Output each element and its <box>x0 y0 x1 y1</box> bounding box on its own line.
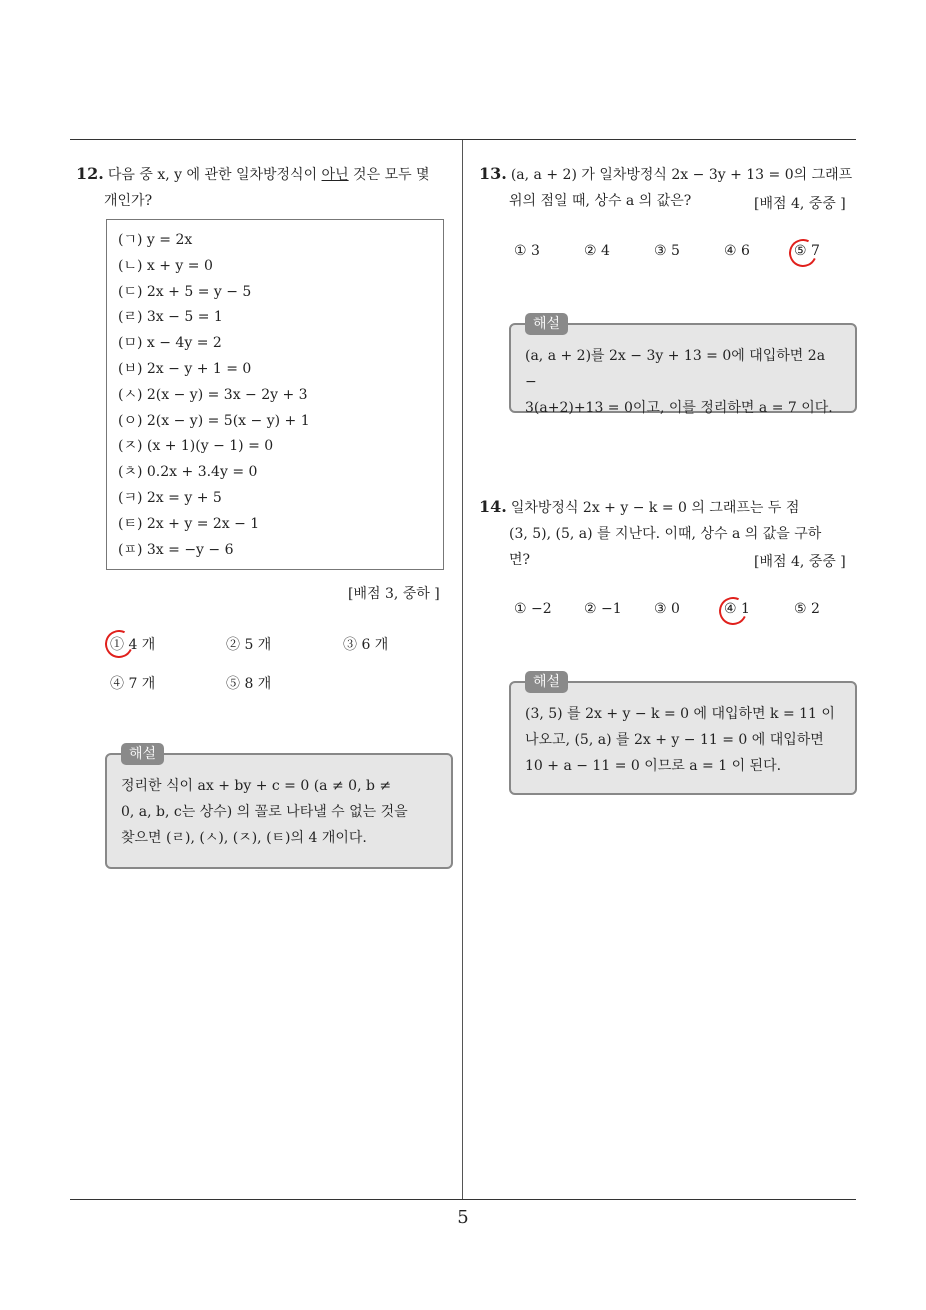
equation-item: (ㄹ) 3x − 5 = 1 <box>118 309 223 326</box>
choice-4[interactable]: ④ 6 <box>724 243 750 259</box>
choice-1[interactable]: ① 3 <box>514 243 540 259</box>
solution-line: 0, a, b, c는 상수) 의 꼴로 나타낼 수 없는 것을 <box>121 804 408 820</box>
column-divider <box>462 140 463 1200</box>
question-text: (a, a + 2) 가 일차방정식 2x − 3y + 13 = 0의 그래프 <box>510 167 853 183</box>
equation-item: (ㅈ) (x + 1)(y − 1) = 0 <box>118 438 274 455</box>
equation-item: (ㅅ) 2(x − y) = 3x − 2y + 3 <box>118 386 308 403</box>
solution-box <box>509 674 857 795</box>
equation-item: (ㅍ) 3x = −y − 6 <box>118 541 234 558</box>
choice-3[interactable]: ③ 5 <box>654 243 680 259</box>
choice-3[interactable]: ③ 6 개 <box>343 637 389 653</box>
solution-tag: 해설 <box>121 743 164 765</box>
underlined-word: 아닌 <box>321 167 349 183</box>
score-label: [배점 3, 중하 ] <box>348 586 440 602</box>
choice-5[interactable]: ⑤ 8 개 <box>226 676 272 692</box>
solution-line: (3, 5) 를 2x + y − k = 0 에 대입하면 k = 11 이 <box>525 706 835 722</box>
solution-line: (a, a + 2)를 2x − 3y + 13 = 0에 대입하면 2a − <box>525 348 826 390</box>
question-text: 위의 점일 때, 상수 a 의 값은? <box>509 193 692 209</box>
equation-item: (ㄴ) x + y = 0 <box>118 257 213 274</box>
solution-line: 나오고, (5, a) 를 2x + y − 11 = 0 에 대입하면 <box>525 732 824 748</box>
choice-2[interactable]: ② 5 개 <box>226 637 272 653</box>
solution-tag: 해설 <box>525 671 568 693</box>
question-text: 다음 중 x, y 에 관한 일차방정식이 <box>107 167 322 183</box>
solution-tag: 해설 <box>525 313 568 335</box>
choice-5[interactable]: ⑤ 2 <box>794 601 820 617</box>
choice-5[interactable]: ⑤ 7 <box>794 243 820 259</box>
solution-box <box>509 316 857 416</box>
choice-4[interactable]: ④ 1 <box>724 601 750 617</box>
equation-item: (ㅂ) 2x − y + 1 = 0 <box>118 360 252 377</box>
question-12 <box>76 161 456 214</box>
equation-item: (ㅊ) 0.2x + 3.4y = 0 <box>118 464 258 481</box>
choice-1[interactable]: ① 4 개 <box>110 637 156 653</box>
question-text: 개인가? <box>104 193 153 209</box>
solution-box <box>105 746 453 869</box>
question-text: 면? <box>509 552 531 568</box>
score-label: [배점 4, 중중 ] <box>754 554 846 570</box>
page-number: 5 <box>457 1207 469 1228</box>
solution-line: 3(a+2)+13 = 0이고, 이를 정리하면 a = 7 이다. <box>525 400 833 416</box>
equation-item: (ㅁ) x − 4y = 2 <box>118 335 222 352</box>
choice-2[interactable]: ② −1 <box>584 601 622 617</box>
question-text: 것은 모두 몇 <box>348 167 430 183</box>
top-rule <box>70 139 856 140</box>
equation-item: (ㅇ) 2(x − y) = 5(x − y) + 1 <box>118 412 310 429</box>
question-number: 13. <box>479 164 507 183</box>
score-label: [배점 4, 중중 ] <box>754 196 846 212</box>
question-text: (3, 5), (5, a) 를 지난다. 이때, 상수 a 의 값을 구하 <box>509 526 822 542</box>
choice-1[interactable]: ① −2 <box>514 601 552 617</box>
equation-item: (ㄱ) y = 2x <box>118 232 193 248</box>
equation-item: (ㅌ) 2x + y = 2x − 1 <box>118 515 260 532</box>
question-text: 일차방정식 2x + y − k = 0 의 그래프는 두 점 <box>510 500 800 516</box>
choice-3[interactable]: ③ 0 <box>654 601 680 617</box>
choice-4[interactable]: ④ 7 개 <box>110 676 156 692</box>
solution-line: 찾으면 (ㄹ), (ㅅ), (ㅈ), (ㅌ)의 4 개이다. <box>121 830 367 846</box>
question-number: 14. <box>479 497 507 516</box>
solution-line: 10 + a − 11 = 0 이므로 a = 1 이 된다. <box>525 758 782 774</box>
choice-2[interactable]: ② 4 <box>584 243 610 259</box>
bottom-rule <box>70 1199 856 1200</box>
question-number: 12. <box>76 164 104 183</box>
equation-item: (ㅋ) 2x = y + 5 <box>118 489 222 506</box>
solution-line: 정리한 식이 ax + by + c = 0 (a ≠ 0, b ≠ <box>121 778 392 794</box>
equation-item: (ㄷ) 2x + 5 = y − 5 <box>118 283 252 300</box>
equation-list-box <box>106 219 444 570</box>
